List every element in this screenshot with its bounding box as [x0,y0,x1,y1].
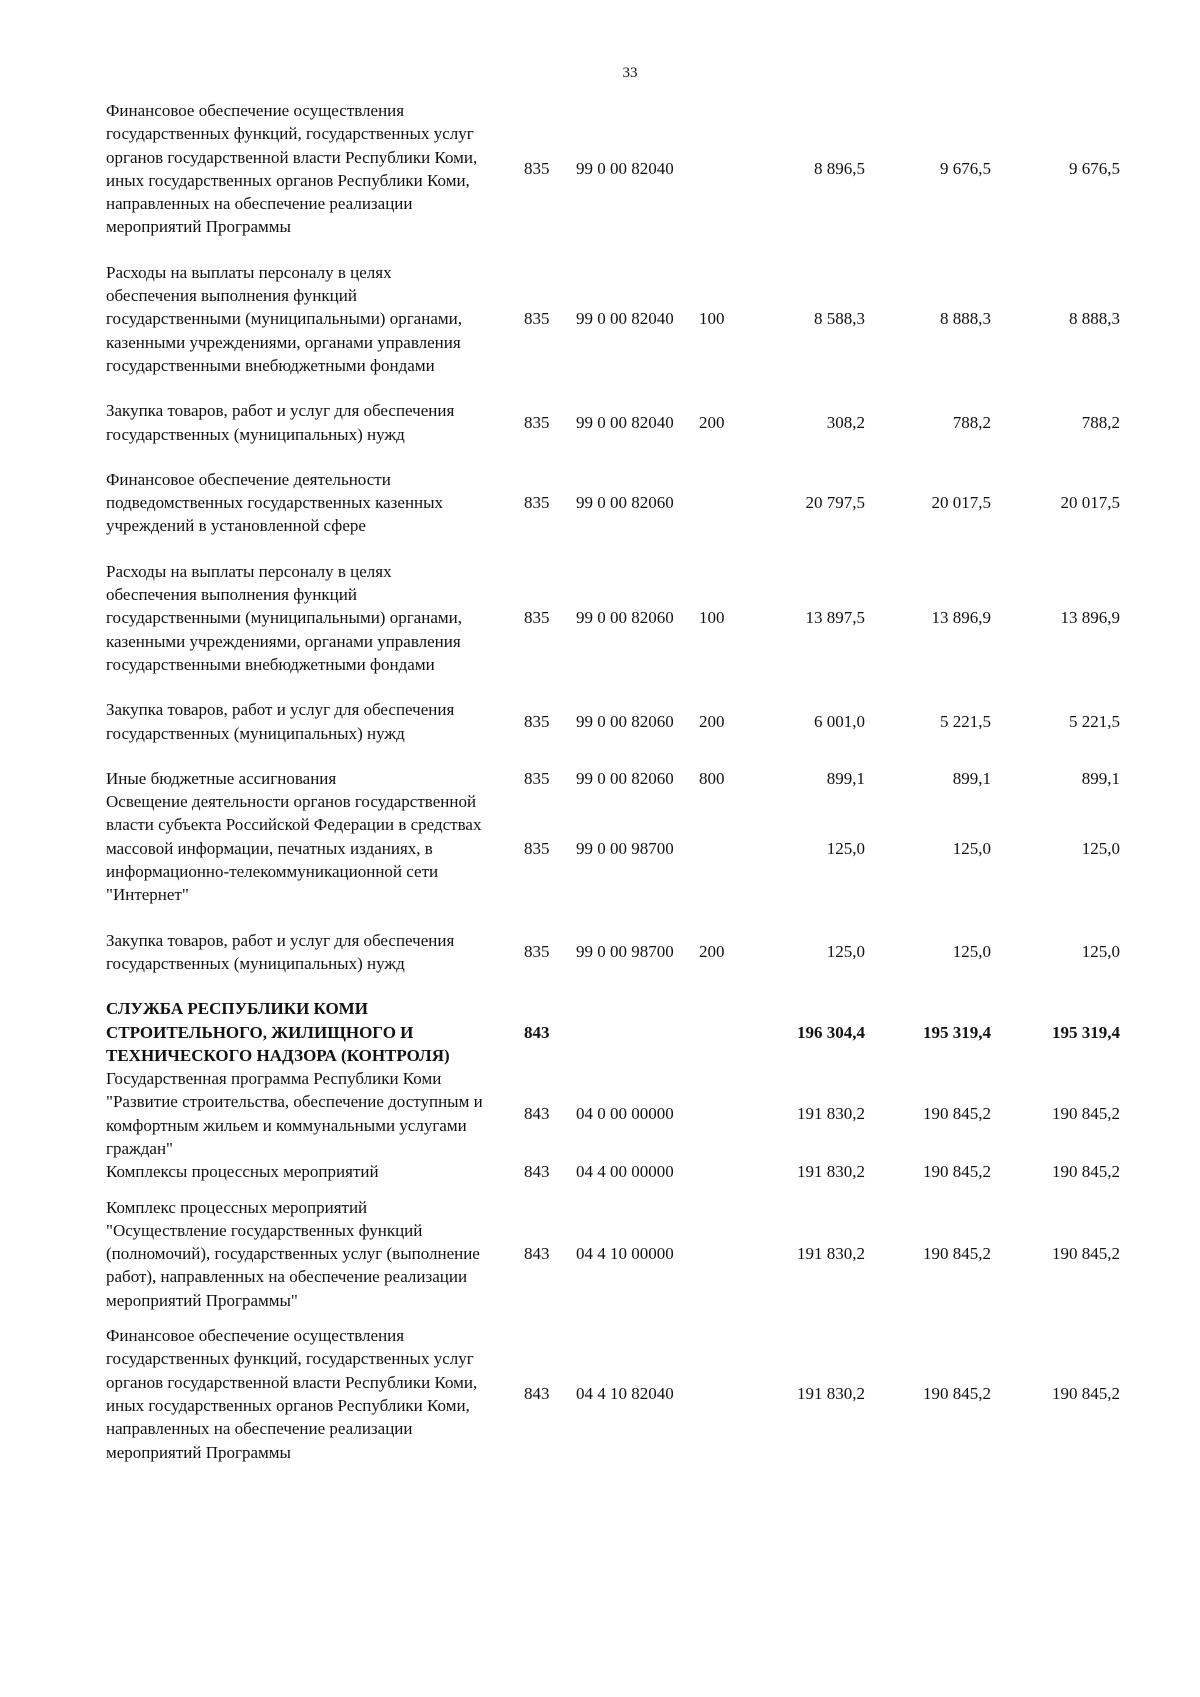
table-row [106,399,1120,446]
amount-year-1: 191 830,2 [797,1244,865,1264]
expense-type-code: 200 [699,412,725,432]
admin-code: 835 [524,159,550,179]
amount-year-3: 190 845,2 [1052,1162,1120,1182]
amount-year-1: 196 304,4 [797,1022,865,1042]
table-row [106,698,1120,745]
amount-year-1: 899,1 [826,768,865,788]
table-row [106,1324,1120,1464]
table-row [106,997,1120,1067]
target-article-code: 99 0 00 82060 [576,711,674,731]
amount-year-2: 8 888,3 [940,309,991,329]
row-name: Закупка товаров, работ и услуг для обеспечения государственных (муниципальных) нужд [106,700,455,743]
amount-year-1: 125,0 [826,942,865,962]
row-name: Закупка товаров, работ и услуг для обеспечения государственных (муниципальных) нужд [106,401,455,444]
target-article-code: 99 0 00 82060 [576,608,674,628]
row-name: Комплекс процессных мероприятий "Осуществление государственных функций (полномочий), государственных услуг (выполнение работ), направленных на обеспечение реализации мероприятий Программы" [106,1197,480,1310]
amount-year-2: 20 017,5 [931,493,991,513]
amount-year-1: 13 897,5 [805,608,865,628]
amount-year-3: 125,0 [1081,838,1120,858]
amount-year-3: 8 888,3 [1069,309,1120,329]
row-name: Иные бюджетные ассигнования [106,768,337,788]
amount-year-2: 788,2 [952,412,991,432]
amount-year-3: 195 319,4 [1052,1022,1120,1042]
admin-code: 835 [524,493,550,513]
amount-year-3: 9 676,5 [1069,159,1120,179]
amount-year-3: 788,2 [1081,412,1120,432]
page-number: 33 [622,65,638,81]
amount-year-1: 191 830,2 [797,1384,865,1404]
table-row [106,767,1120,790]
table-row [106,790,1120,906]
row-name: Финансовое обеспечение осуществления государственных функций, государственных услуг органов государственной власти Республики Коми, иных государственных органов Республики Коми, направленных на обеспечение реализации мероприятий Программы [106,101,478,237]
amount-year-1: 20 797,5 [805,493,865,513]
target-article-code: 99 0 00 82060 [576,768,674,788]
admin-code: 843 [524,1244,550,1264]
amount-year-2: 9 676,5 [940,159,991,179]
target-article-code: 99 0 00 82040 [576,412,674,432]
row-name: Комплексы процессных мероприятий [106,1162,379,1182]
amount-year-2: 125,0 [952,942,991,962]
amount-year-3: 899,1 [1081,768,1120,788]
amount-year-3: 5 221,5 [1069,711,1120,731]
table-row [106,1160,1120,1183]
admin-code: 835 [524,608,550,628]
expense-type-code: 200 [699,942,725,962]
row-name: Расходы на выплаты персоналу в целях обеспечения выполнения функций государственными (муниципальными) органами, казенными учреждениями, органами управления государственными внебюджетными фондами [106,561,462,674]
admin-code: 835 [524,768,550,788]
target-article-code: 99 0 00 98700 [576,942,674,962]
row-name: Финансовое обеспечение осуществления государственных функций, государственных услуг органов государственной власти Республики Коми, иных государственных органов Республики Коми, направленных на обеспечение реализации мероприятий Программы [106,1326,478,1462]
expense-type-code: 100 [699,309,725,329]
target-article-code: 04 0 00 00000 [576,1104,674,1124]
amount-year-2: 190 845,2 [923,1162,991,1182]
amount-year-2: 190 845,2 [923,1104,991,1124]
amount-year-1: 191 830,2 [797,1162,865,1182]
admin-code: 843 [524,1022,550,1042]
row-name: Освещение деятельности органов государственной власти субъекта Российской Федерации в средствах массовой информации, печатных изданиях, в информационно-телекоммуникационной сети "Интернет" [106,792,482,905]
admin-code: 835 [524,711,550,731]
amount-year-2: 5 221,5 [940,711,991,731]
table-row [106,929,1120,976]
amount-year-3: 190 845,2 [1052,1244,1120,1264]
target-article-code: 99 0 00 82060 [576,493,674,513]
amount-year-1: 191 830,2 [797,1104,865,1124]
amount-year-2: 899,1 [952,768,991,788]
row-name: Закупка товаров, работ и услуг для обеспечения государственных (муниципальных) нужд [106,930,455,973]
target-article-code: 99 0 00 82040 [576,309,674,329]
admin-code: 835 [524,309,550,329]
admin-code: 835 [524,942,550,962]
amount-year-2: 13 896,9 [931,608,991,628]
expense-type-code: 800 [699,768,725,788]
amount-year-1: 8 588,3 [814,309,865,329]
target-article-code: 99 0 00 98700 [576,838,674,858]
expense-type-code: 200 [699,711,725,731]
amount-year-3: 190 845,2 [1052,1384,1120,1404]
admin-code: 835 [524,412,550,432]
table-row [106,1067,1120,1160]
admin-code: 843 [524,1162,550,1182]
target-article-code: 99 0 00 82040 [576,159,674,179]
row-name: Государственная программа Республики Коми "Развитие строительства, обеспечение доступным и комфортным жильем и коммунальными услугами граждан" [106,1069,483,1158]
amount-year-1: 6 001,0 [814,711,865,731]
amount-year-3: 13 896,9 [1060,608,1120,628]
amount-year-2: 195 319,4 [923,1022,991,1042]
row-name: Расходы на выплаты персоналу в целях обеспечения выполнения функций государственными (муниципальными) органами, казенными учреждениями, органами управления государственными внебюджетными фондами [106,262,462,375]
target-article-code: 04 4 10 82040 [576,1384,674,1404]
table-row [106,468,1120,538]
expense-type-code: 100 [699,608,725,628]
table-row [106,261,1120,377]
budget-table [106,99,1120,1464]
admin-code: 843 [524,1384,550,1404]
target-article-code: 04 4 10 00000 [576,1244,674,1264]
amount-year-1: 308,2 [826,412,865,432]
admin-code: 835 [524,838,550,858]
row-name: СЛУЖБА РЕСПУБЛИКИ КОМИ СТРОИТЕЛЬНОГО, ЖИЛИЩНОГО И ТЕХНИЧЕСКОГО НАДЗОРА (КОНТРОЛЯ) [106,999,450,1065]
row-name: Финансовое обеспечение деятельности подведомственных государственных казенных учреждений в установленной сфере [106,469,444,536]
amount-year-2: 190 845,2 [923,1244,991,1264]
amount-year-1: 8 896,5 [814,159,865,179]
table-row [106,1196,1120,1312]
table-row [106,560,1120,676]
admin-code: 843 [524,1104,550,1124]
amount-year-2: 125,0 [952,838,991,858]
amount-year-3: 20 017,5 [1060,493,1120,513]
amount-year-2: 190 845,2 [923,1384,991,1404]
amount-year-3: 190 845,2 [1052,1104,1120,1124]
target-article-code: 04 4 00 00000 [576,1162,674,1182]
amount-year-1: 125,0 [826,838,865,858]
amount-year-3: 125,0 [1081,942,1120,962]
table-row [106,99,1120,239]
